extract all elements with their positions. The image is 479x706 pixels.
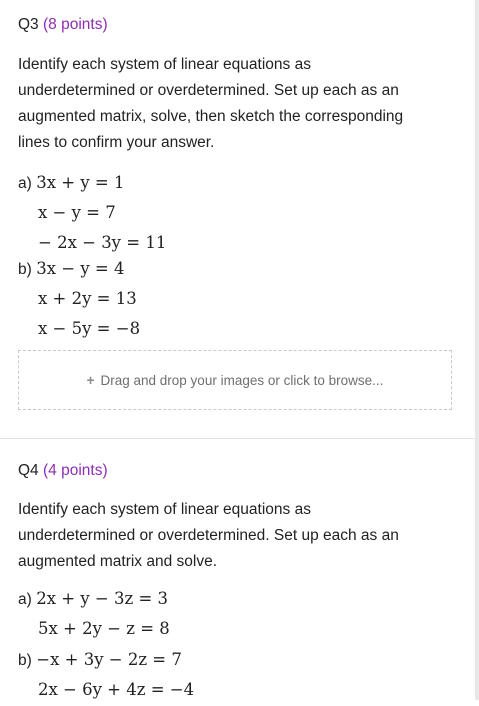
equation: 5x + 2y − z = 8 (38, 619, 170, 638)
instruction-line: underdetermined or overdetermined. Set up each as an (18, 527, 399, 544)
equation-row (18, 198, 458, 228)
q4-system-a (18, 584, 458, 644)
q3-instructions (18, 52, 458, 156)
equation: 2x + y − 3z = 3 (36, 589, 169, 608)
equation-row (18, 284, 458, 314)
q4-system-b (18, 645, 458, 705)
equation-row (18, 584, 458, 614)
equation: x − 5y = −8 (38, 319, 141, 338)
part-label: b) (18, 261, 32, 278)
part-label: b) (18, 652, 32, 669)
q3-system-a (18, 168, 458, 258)
equation: − 2x − 3y = 11 (38, 233, 167, 252)
scroll-edge (475, 0, 479, 700)
equation: x − y = 7 (38, 203, 116, 222)
question-q4 (18, 462, 458, 480)
equation-row (18, 314, 458, 344)
image-upload-dropzone[interactable] (18, 350, 452, 410)
equation: 2x − 6y + 4z = −4 (38, 680, 195, 699)
instruction-line: underdetermined or overdetermined. Set up each as an (18, 82, 399, 99)
equation: 3x + y = 1 (36, 173, 125, 192)
equation-row (18, 645, 458, 675)
question-points: (8 points) (43, 16, 108, 33)
part-label: a) (18, 591, 32, 608)
equation: −x + 3y − 2z = 7 (36, 650, 182, 669)
question-label: Q4 (18, 462, 39, 479)
question-label: Q3 (18, 16, 39, 33)
instruction-line: augmented matrix, solve, then sketch the corresponding (18, 108, 404, 125)
instruction-line: Identify each system of linear equations as (18, 501, 311, 518)
q3-system-b (18, 254, 458, 344)
question-title (18, 16, 458, 34)
equation-row (18, 614, 458, 644)
equation-row (18, 254, 458, 284)
instruction-line: lines to confirm your answer. (18, 134, 215, 151)
equation: x + 2y = 13 (38, 289, 137, 308)
question-q3 (18, 16, 458, 34)
part-label: a) (18, 175, 32, 192)
question-divider (0, 438, 475, 439)
question-points: (4 points) (43, 462, 108, 479)
equation: 3x − y = 4 (36, 259, 125, 278)
plus-icon: + (86, 372, 95, 388)
q4-instructions (18, 497, 458, 575)
equation-row (18, 168, 458, 198)
instruction-line: augmented matrix and solve. (18, 553, 218, 570)
question-title (18, 462, 458, 480)
instruction-line: Identify each system of linear equations as (18, 56, 311, 73)
upload-text: Drag and drop your images or click to browse... (100, 372, 384, 388)
equation-row (18, 675, 458, 705)
